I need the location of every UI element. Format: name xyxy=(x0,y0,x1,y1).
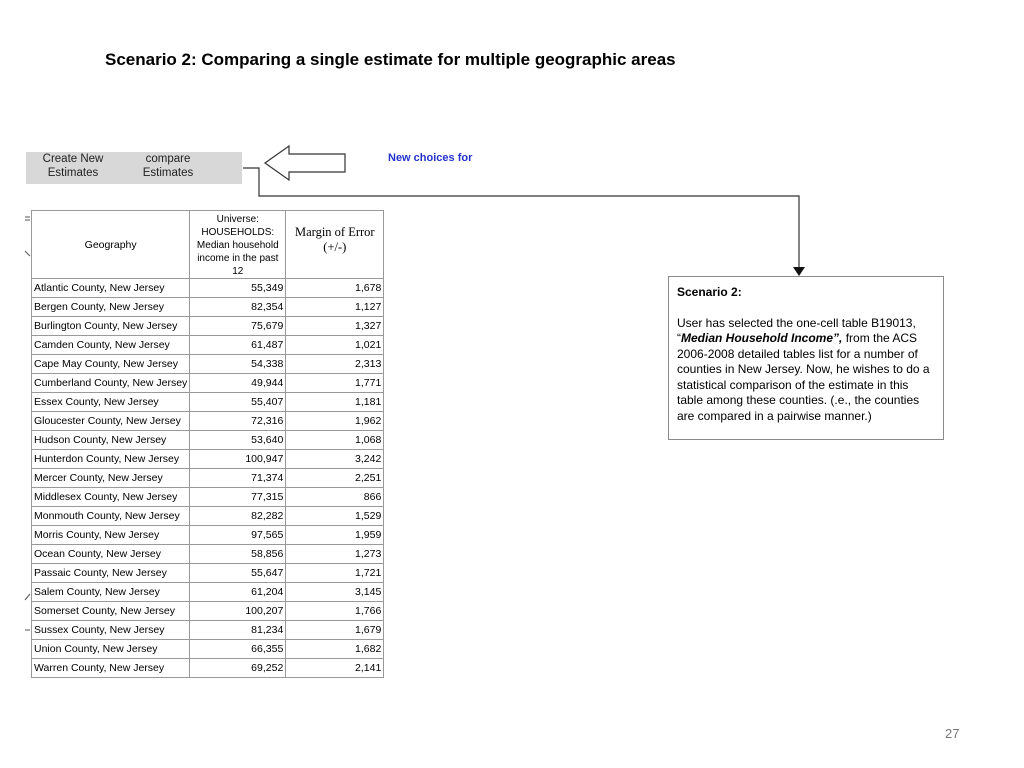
header-estimate-line: HOUSEHOLDS: xyxy=(201,227,275,238)
compare-button-label-line1: compare xyxy=(145,153,191,165)
slide-title: Scenario 2: Comparing a single estimate for multiple geographic areas xyxy=(105,50,676,69)
cell-geography[interactable]: Cape May County, New Jersey xyxy=(32,355,190,374)
scenario-text xyxy=(677,316,935,425)
cell-geography[interactable]: Monmouth County, New Jersey xyxy=(32,507,190,526)
create-button-label-line1: Create New xyxy=(42,153,104,165)
cell-geography[interactable]: Gloucester County, New Jersey xyxy=(32,412,190,431)
header-estimate[interactable] xyxy=(190,211,286,279)
table-row xyxy=(32,488,384,507)
cell-estimate[interactable]: 100,947 xyxy=(190,450,286,469)
cell-geography[interactable]: Ocean County, New Jersey xyxy=(32,545,190,564)
cell-estimate[interactable]: 71,374 xyxy=(190,469,286,488)
cell-estimate[interactable]: 66,355 xyxy=(190,640,286,659)
left-arrow-icon xyxy=(265,146,345,180)
cell-geography[interactable]: Middlesex County, New Jersey xyxy=(32,488,190,507)
new-choices-callout: New choices for xyxy=(388,152,473,164)
cell-margin-of-error[interactable]: 2,313 xyxy=(286,355,384,374)
cell-geography[interactable]: Essex County, New Jersey xyxy=(32,393,190,412)
cell-geography[interactable]: Hunterdon County, New Jersey xyxy=(32,450,190,469)
cell-margin-of-error[interactable]: 1,721 xyxy=(286,564,384,583)
cell-geography[interactable]: Salem County, New Jersey xyxy=(32,583,190,602)
cell-margin-of-error[interactable]: 866 xyxy=(286,488,384,507)
cell-margin-of-error[interactable]: 2,141 xyxy=(286,659,384,678)
header-geography[interactable]: Geography xyxy=(32,211,190,279)
cell-estimate[interactable]: 97,565 xyxy=(190,526,286,545)
cell-margin-of-error[interactable]: 1,068 xyxy=(286,431,384,450)
cell-estimate[interactable]: 55,349 xyxy=(190,279,286,298)
header-estimate-line: Median household xyxy=(196,240,279,251)
table-row xyxy=(32,621,384,640)
cell-geography[interactable]: Atlantic County, New Jersey xyxy=(32,279,190,298)
cell-margin-of-error[interactable]: 1,021 xyxy=(286,336,384,355)
table-row xyxy=(32,336,384,355)
cell-margin-of-error[interactable]: 1,327 xyxy=(286,317,384,336)
table-row xyxy=(32,469,384,488)
table-row xyxy=(32,659,384,678)
cell-margin-of-error[interactable]: 1,679 xyxy=(286,621,384,640)
table-row xyxy=(32,545,384,564)
scenario-emphasis: Median Household Income”, xyxy=(681,331,843,345)
header-estimate-line: Universe: xyxy=(216,214,259,225)
table-row xyxy=(32,317,384,336)
header-moe-line1: Margin of Error xyxy=(294,225,375,239)
table-row xyxy=(32,412,384,431)
cell-margin-of-error[interactable]: 1,529 xyxy=(286,507,384,526)
cell-margin-of-error[interactable]: 1,682 xyxy=(286,640,384,659)
cell-estimate[interactable]: 49,944 xyxy=(190,374,286,393)
scenario-text-part: from the ACS 2006-2008 detailed tables list for a number of counties in New Jersey. Now, he wishes to do a statistical comparison of the estimate in this table among these counties. (.e., the counties are compared in a pairwise manner.) xyxy=(677,331,930,423)
cell-estimate[interactable]: 61,204 xyxy=(190,583,286,602)
cell-margin-of-error[interactable]: 1,962 xyxy=(286,412,384,431)
create-new-estimates-button[interactable] xyxy=(40,152,106,180)
cell-estimate[interactable]: 72,316 xyxy=(190,412,286,431)
table-row xyxy=(32,431,384,450)
table-row xyxy=(32,393,384,412)
cell-estimate[interactable]: 55,407 xyxy=(190,393,286,412)
create-button-label-line2: Estimates xyxy=(47,167,99,179)
cell-margin-of-error[interactable]: 1,127 xyxy=(286,298,384,317)
cell-margin-of-error[interactable]: 2,251 xyxy=(286,469,384,488)
cell-estimate[interactable]: 58,856 xyxy=(190,545,286,564)
cell-geography[interactable]: Mercer County, New Jersey xyxy=(32,469,190,488)
cell-estimate[interactable]: 69,252 xyxy=(190,659,286,678)
table-edge-marks xyxy=(25,217,30,630)
table-row xyxy=(32,450,384,469)
cell-geography[interactable]: Cumberland County, New Jersey xyxy=(32,374,190,393)
header-margin-of-error[interactable] xyxy=(286,211,384,279)
cell-margin-of-error[interactable]: 1,273 xyxy=(286,545,384,564)
estimates-table xyxy=(31,210,384,678)
table-row xyxy=(32,602,384,621)
scenario-text-part: User has selected the one-cell table B19013, “ xyxy=(677,315,916,345)
cell-margin-of-error[interactable]: 1,771 xyxy=(286,374,384,393)
cell-estimate[interactable]: 55,647 xyxy=(190,564,286,583)
table-row xyxy=(32,298,384,317)
compare-estimates-button[interactable] xyxy=(138,152,198,180)
cell-geography[interactable]: Warren County, New Jersey xyxy=(32,659,190,678)
cell-margin-of-error[interactable]: 1,181 xyxy=(286,393,384,412)
cell-estimate[interactable]: 82,282 xyxy=(190,507,286,526)
cell-geography[interactable]: Morris County, New Jersey xyxy=(32,526,190,545)
scenario-description-box xyxy=(668,276,944,440)
cell-margin-of-error[interactable]: 3,145 xyxy=(286,583,384,602)
cell-estimate[interactable]: 54,338 xyxy=(190,355,286,374)
down-arrowhead-icon xyxy=(793,267,805,276)
cell-estimate[interactable]: 53,640 xyxy=(190,431,286,450)
table-row xyxy=(32,564,384,583)
table-row xyxy=(32,507,384,526)
cell-geography[interactable]: Camden County, New Jersey xyxy=(32,336,190,355)
cell-estimate[interactable]: 100,207 xyxy=(190,602,286,621)
cell-margin-of-error[interactable]: 3,242 xyxy=(286,450,384,469)
table-row xyxy=(32,355,384,374)
table-body xyxy=(32,279,384,678)
header-estimate-line: income in the past 12 xyxy=(197,253,279,277)
table-header-row xyxy=(32,211,384,279)
cell-estimate[interactable]: 81,234 xyxy=(190,621,286,640)
scenario-heading: Scenario 2: xyxy=(677,285,742,299)
table-row xyxy=(32,640,384,659)
cell-geography[interactable]: Sussex County, New Jersey xyxy=(32,621,190,640)
table-row xyxy=(32,374,384,393)
header-moe-line2: (+/-) xyxy=(323,240,347,254)
cell-estimate[interactable]: 77,315 xyxy=(190,488,286,507)
cell-geography[interactable]: Somerset County, New Jersey xyxy=(32,602,190,621)
cell-estimate[interactable]: 75,679 xyxy=(190,317,286,336)
cell-margin-of-error[interactable]: 1,678 xyxy=(286,279,384,298)
cell-margin-of-error[interactable]: 1,766 xyxy=(286,602,384,621)
table-row xyxy=(32,279,384,298)
cell-estimate[interactable]: 82,354 xyxy=(190,298,286,317)
page-number: 27 xyxy=(945,726,960,741)
cell-geography[interactable]: Burlington County, New Jersey xyxy=(32,317,190,336)
cell-margin-of-error[interactable]: 1,959 xyxy=(286,526,384,545)
table-row xyxy=(32,583,384,602)
compare-button-label-line2: Estimates xyxy=(142,167,194,179)
cell-geography[interactable]: Passaic County, New Jersey xyxy=(32,564,190,583)
cell-geography[interactable]: Union County, New Jersey xyxy=(32,640,190,659)
table-row xyxy=(32,526,384,545)
cell-geography[interactable]: Bergen County, New Jersey xyxy=(32,298,190,317)
estimates-toolbar xyxy=(26,152,242,184)
cell-estimate[interactable]: 61,487 xyxy=(190,336,286,355)
cell-geography[interactable]: Hudson County, New Jersey xyxy=(32,431,190,450)
